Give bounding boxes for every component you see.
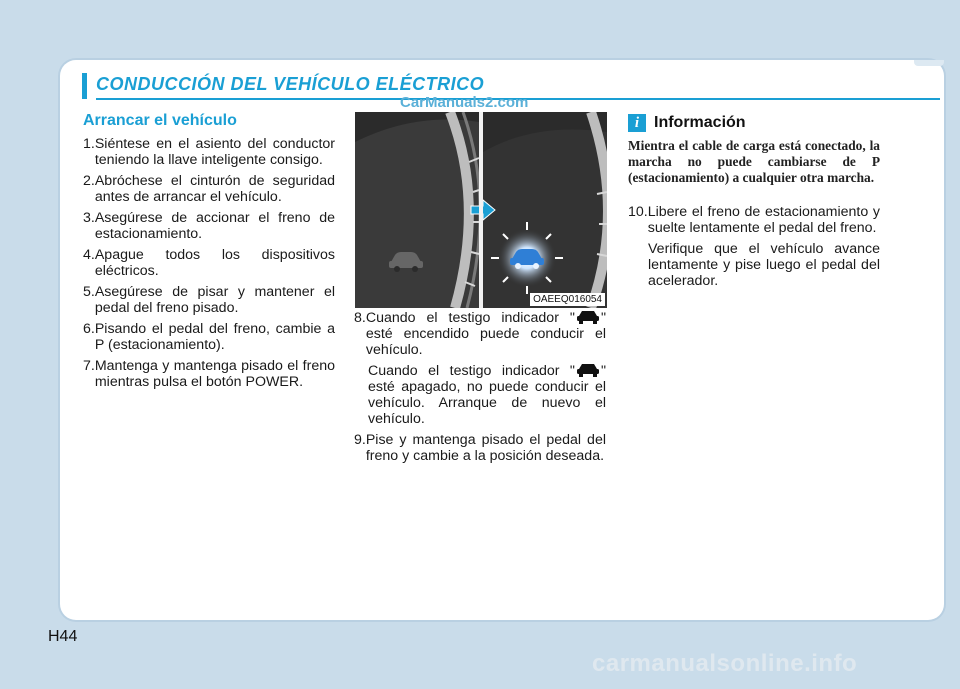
step-number: 5. xyxy=(83,284,95,300)
step-number: 4. xyxy=(83,247,95,263)
page-number: H44 xyxy=(48,628,78,645)
step-number: 1. xyxy=(83,136,95,152)
section-header-bar xyxy=(82,73,87,99)
step-8b-text-pre: Cuando el testigo indicador " xyxy=(368,363,575,379)
information-title: Información xyxy=(654,114,746,131)
step-7 xyxy=(83,358,335,390)
figure-divider xyxy=(479,112,483,308)
information-body: Mientra el cable de carga está conectado, la marcha no puede cambiarse de P (estacionamiento) a cualquier otra marcha. xyxy=(628,138,880,185)
step-1 xyxy=(83,136,335,168)
step-number: 3. xyxy=(83,210,95,226)
step-text: Abróchese el cinturón de seguridad antes de arrancar el vehículo. xyxy=(94,173,335,205)
subheading-start-vehicle: Arrancar el vehículo xyxy=(83,112,237,129)
page-tab-notch xyxy=(914,60,944,66)
step-8 xyxy=(354,310,606,358)
figure-code: OAEEQ016054 xyxy=(530,293,605,306)
step-text: Asegúrese de pisar y mantener el pedal del freno pisado. xyxy=(94,284,335,316)
step-10-continuation: Verifique que el vehículo avance lentamente y pise luego el pedal del acelerador. xyxy=(648,241,880,289)
section-title: CONDUCCIÓN DEL VEHÍCULO ELÉCTRICO xyxy=(96,74,485,94)
step-2 xyxy=(83,173,335,205)
step-text: Pisando el pedal del freno, cambie a P (estacionamiento). xyxy=(94,321,335,353)
step-text: Libere el freno de estacionamiento y suelte lentamente el pedal del freno. xyxy=(647,204,880,236)
step-text xyxy=(366,310,606,358)
column-start-procedure xyxy=(83,112,335,395)
step-8-text-pre: Cuando el testigo indicador " xyxy=(365,310,575,326)
car-ready-icon xyxy=(577,363,599,377)
step-number: 8. xyxy=(354,310,366,326)
step-text: Asegúrese de accionar el freno de estacionamiento. xyxy=(94,210,335,242)
step-9 xyxy=(354,432,606,464)
step-10 xyxy=(628,204,880,236)
column-information xyxy=(628,114,880,294)
step-number: 7. xyxy=(83,358,95,374)
step-8-continuation xyxy=(354,363,606,427)
step-text: Apague todos los dispositivos eléctricos. xyxy=(94,247,335,279)
step-text: Mantenga y mantenga pisado el freno mientras pulsa el botón POWER. xyxy=(94,358,335,390)
column-indicator-steps xyxy=(354,310,606,469)
step-5 xyxy=(83,284,335,316)
cluster-indicator-figure xyxy=(355,112,607,308)
step-text: Pise y mantenga pisado el pedal del freno y cambie a la posición deseada. xyxy=(365,432,606,464)
step-4 xyxy=(83,247,335,279)
step-8-text-post: " esté encendido puede conducir el vehículo. xyxy=(365,310,606,358)
step-number: 6. xyxy=(83,321,95,337)
info-icon: i xyxy=(628,114,646,132)
step-number: 2. xyxy=(83,173,95,189)
step-number: 9. xyxy=(354,432,366,448)
information-header xyxy=(628,114,880,132)
step-number: 10. xyxy=(628,204,648,220)
car-ready-icon xyxy=(577,310,599,324)
step-8b-text-post: " esté apagado, no puede conducir el vehículo. Arranque de nuevo el vehículo. xyxy=(368,363,606,427)
step-text: Siéntese en el asiento del conductor teniendo la llave inteligente consigo. xyxy=(94,136,335,168)
step-3 xyxy=(83,210,335,242)
watermark-bottom: carmanualsonline.info xyxy=(592,650,858,677)
watermark-top: CarManuals2.com xyxy=(400,94,529,111)
step-6 xyxy=(83,321,335,353)
